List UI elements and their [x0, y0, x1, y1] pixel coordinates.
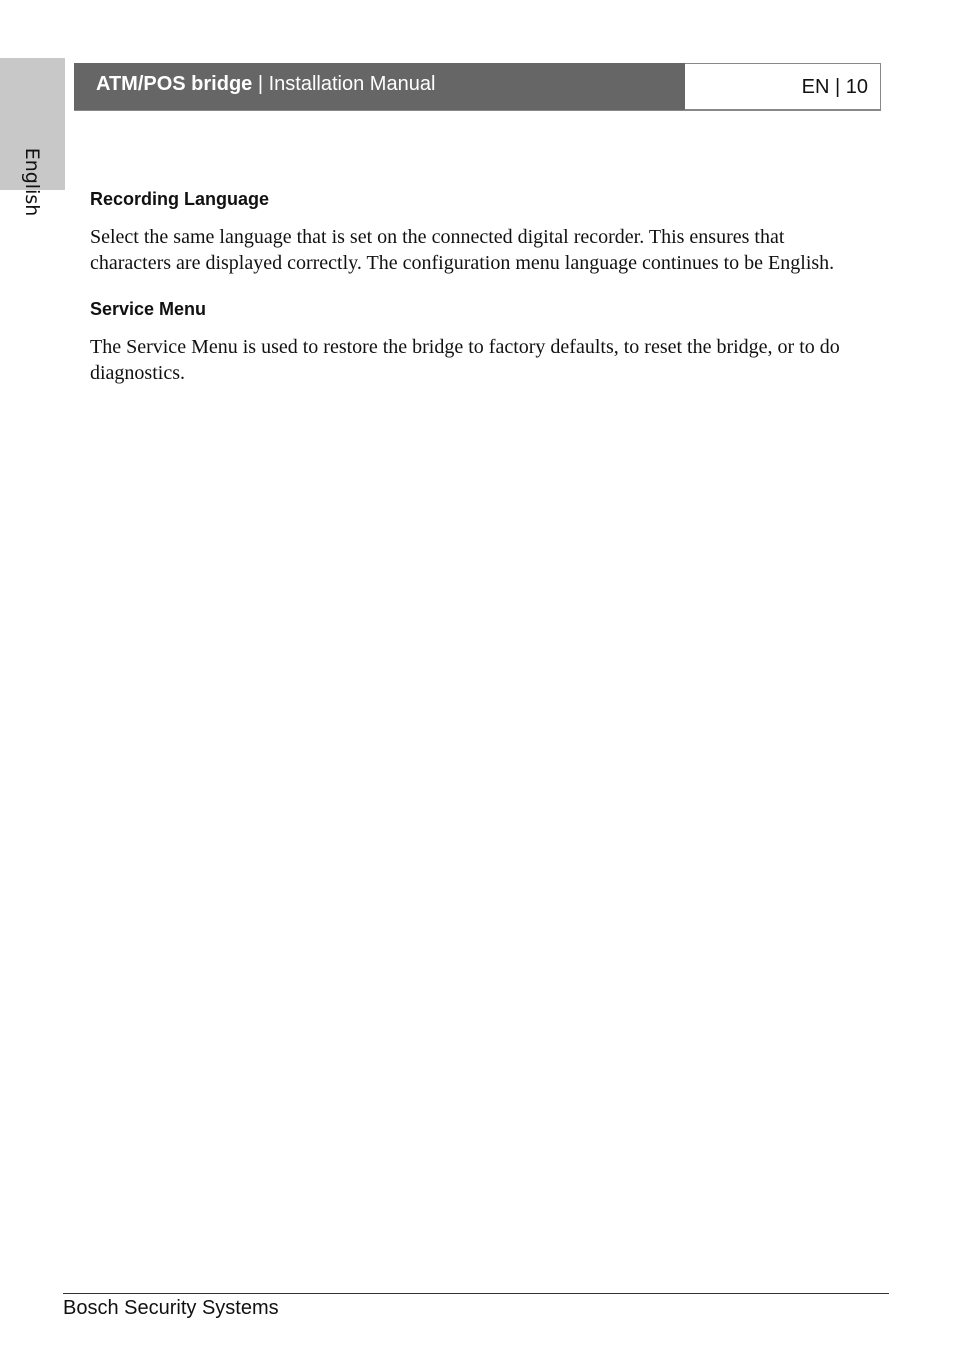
- page-reference: EN | 10: [685, 63, 881, 110]
- header-divider: [74, 110, 881, 111]
- language-side-tab: [0, 58, 65, 217]
- footer-company: Bosch Security Systems: [63, 1297, 279, 1319]
- document-type: Installation Manual: [268, 73, 436, 95]
- main-content: [90, 186, 870, 406]
- section-recording-language: [90, 186, 870, 276]
- language-tab-label: English: [21, 147, 43, 217]
- section-body: Select the same language that is set on the connected digital recorder. This ensures that characters are displayed correctly. The configuration menu language continues to be English.: [90, 226, 835, 274]
- section-service-menu: [90, 296, 870, 386]
- header-separator: |: [252, 73, 269, 95]
- header-bar: [74, 63, 685, 110]
- section-body: The Service Menu is used to restore the bridge to factory defaults, to reset the bridge, or to do diagnostics.: [90, 336, 840, 384]
- section-heading: Service Menu: [90, 299, 207, 319]
- footer-divider: [63, 1293, 889, 1294]
- product-title: ATM/POS bridge: [96, 73, 253, 95]
- section-heading: Recording Language: [90, 189, 270, 209]
